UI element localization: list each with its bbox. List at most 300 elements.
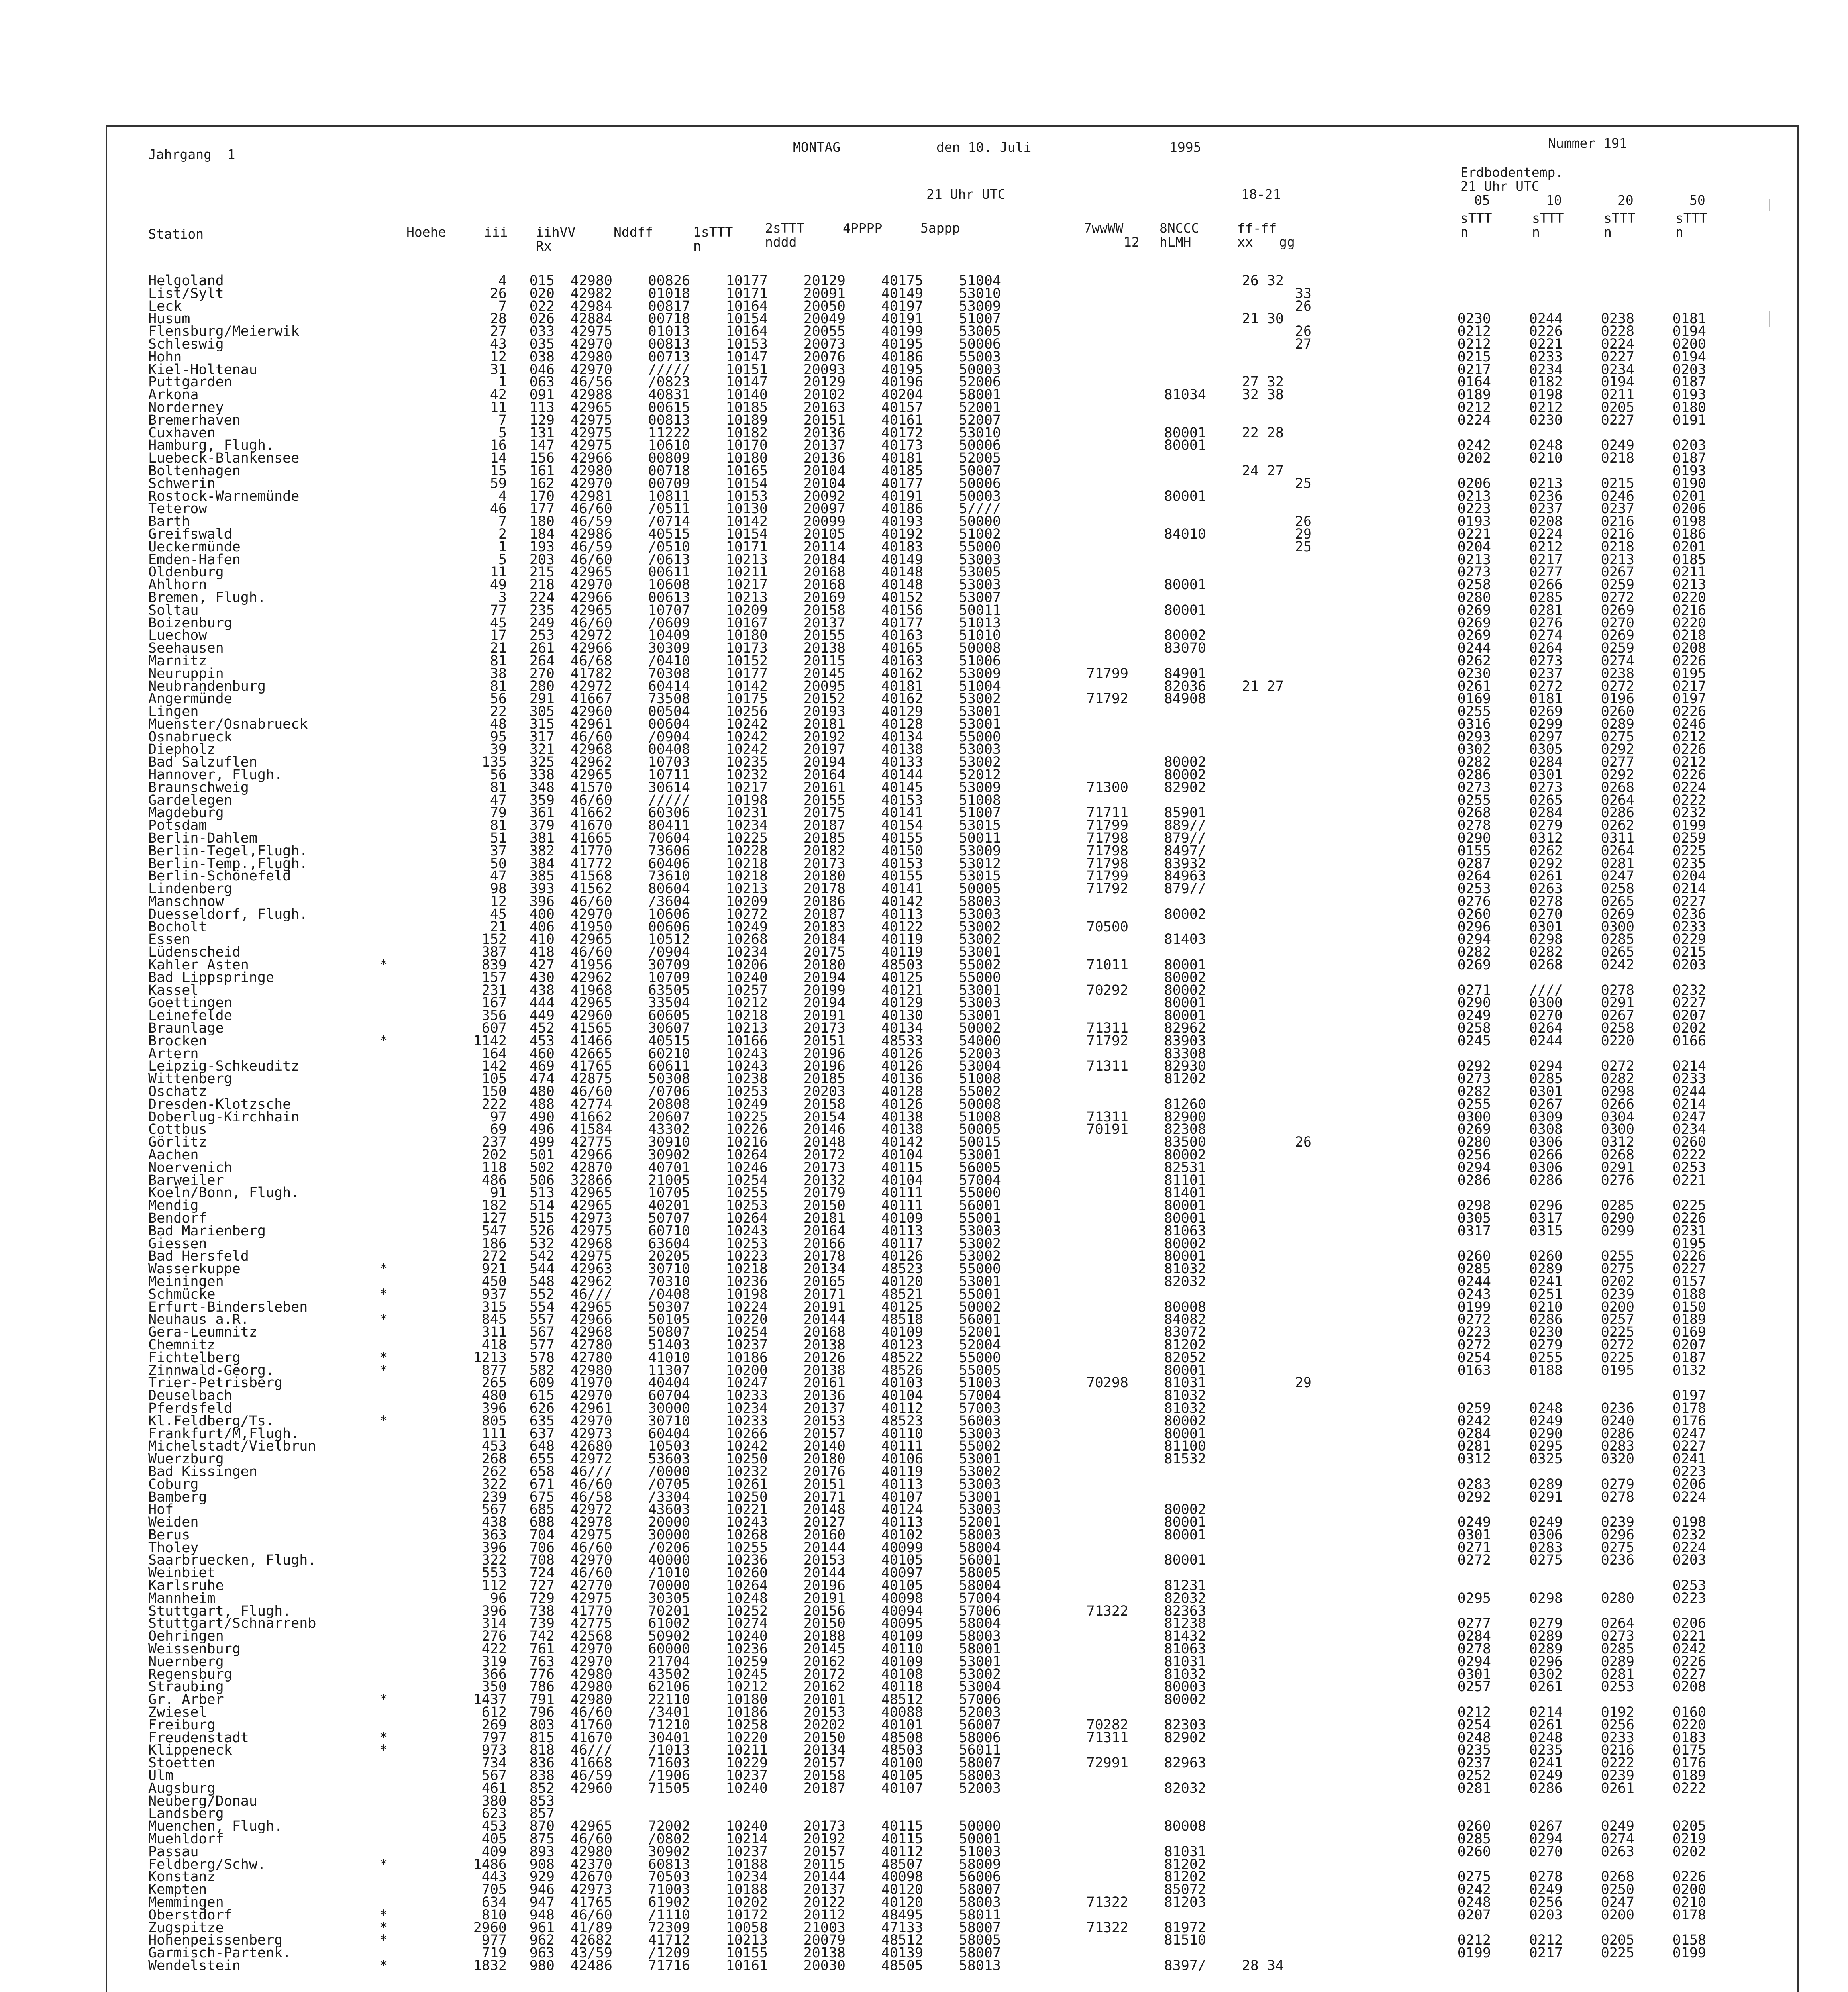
soil-temp-20: 0194 [1601, 374, 1634, 390]
min-temp-value: 20162 [803, 1653, 846, 1670]
station-height: 422 [481, 1641, 507, 1657]
max-temp-value: 10232 [726, 1463, 768, 1480]
weather-value: 71792 [1086, 881, 1128, 897]
station-index: 815 [529, 1729, 555, 1746]
nddff-value: 30910 [648, 1134, 690, 1151]
tendency-value: 58003 [959, 1894, 1001, 1910]
soil-temp-50: 0181 [1672, 311, 1706, 327]
station-name: Neubrandenburg [148, 678, 266, 694]
soil-temp-50: 0220 [1672, 615, 1706, 631]
soil-temp-50: 0187 [1672, 450, 1706, 467]
min-temp-value: 20050 [803, 298, 846, 314]
soil-temp-20: 0218 [1601, 450, 1634, 467]
soil-temp-50: 0226 [1672, 1869, 1706, 1885]
station-name: Kl.Feldberg/Ts. [148, 1413, 275, 1429]
soil-temp-20: 0275 [1601, 1539, 1634, 1556]
iihvv-value: 42965 [570, 767, 612, 783]
soil-temp-10: 0290 [1529, 1425, 1563, 1442]
station-index: 803 [529, 1717, 555, 1733]
soil-temp-20: 0249 [1601, 437, 1634, 454]
tendency-value: 50011 [959, 830, 1001, 847]
soil-temp-20: 0272 [1601, 589, 1634, 606]
max-temp-value: 10254 [726, 1172, 768, 1188]
soil-temp-20: 0286 [1601, 1425, 1634, 1442]
max-temp-value: 10171 [726, 539, 768, 555]
soil-temp-05: 0294 [1457, 1653, 1491, 1670]
station-name: Bremen, Flugh. [148, 589, 266, 606]
station-height: 409 [481, 1843, 507, 1860]
tendency-value: 53007 [959, 589, 1001, 606]
iihvv-value: 46/60 [570, 551, 612, 568]
max-temp-value: 10234 [726, 1869, 768, 1885]
soil-temp-50: 0189 [1672, 1312, 1706, 1328]
soil-temp-20: 0265 [1601, 944, 1634, 961]
station-height: 276 [481, 1628, 507, 1645]
soil-temp-20: 0200 [1601, 1299, 1634, 1315]
min-temp-value: 20152 [803, 691, 846, 707]
iihvv-value: 42984 [570, 298, 612, 314]
cloud-value: 81034 [1164, 387, 1206, 403]
soil-temp-10: 0214 [1529, 1704, 1563, 1721]
tendency-value: 57004 [959, 1388, 1001, 1404]
soil-temp-05: 0316 [1457, 716, 1491, 732]
soil-temp-10: 0306 [1529, 1527, 1563, 1543]
soil-temp-05: 0283 [1457, 1476, 1491, 1492]
gust-value: 28 34 [1242, 1957, 1284, 1974]
soil-temp-05: 0286 [1457, 767, 1491, 783]
min-temp-value: 20202 [803, 1717, 846, 1733]
max-temp-value: 10130 [726, 501, 768, 517]
min-temp-value: 20192 [803, 1831, 846, 1847]
soil-temp-10: 0295 [1529, 1438, 1563, 1455]
soil-temp-10: 0285 [1529, 1071, 1563, 1087]
soil-temp-10: 0212 [1529, 539, 1563, 555]
tendency-value: 57004 [959, 1172, 1001, 1188]
min-temp-value: 20153 [803, 1704, 846, 1721]
soil-temp-05: 0256 [1457, 1147, 1491, 1163]
tendency-value: 56007 [959, 1717, 1001, 1733]
station-name: Berus [148, 1527, 190, 1543]
soil-temp-05: 0272 [1457, 1337, 1491, 1353]
soil-temp-50: 0180 [1672, 399, 1706, 416]
soil-temp-05: 0269 [1457, 957, 1491, 973]
station-height: 418 [481, 1337, 507, 1353]
nddff-value: 61902 [648, 1894, 690, 1910]
soil-temp-05: 0245 [1457, 1033, 1491, 1049]
soil-temp-10: 0281 [1529, 602, 1563, 618]
soil-temp-50: 0191 [1672, 412, 1706, 428]
pressure-value: 48503 [881, 957, 923, 973]
soil-temp-20: 0228 [1601, 324, 1634, 340]
iihvv-value: 42965 [570, 1299, 612, 1315]
gust-gg-value: 29 [1295, 526, 1312, 542]
station-height: 396 [481, 1400, 507, 1416]
min-temp-value: 20162 [803, 1679, 846, 1695]
station-height: 350 [481, 1679, 507, 1695]
max-temp-value: 10249 [726, 919, 768, 935]
mountain-marker: * [379, 1856, 388, 1872]
max-temp-value: 10234 [726, 818, 768, 834]
pressure-value: 40175 [881, 273, 923, 289]
nddff-value: 70308 [648, 665, 690, 682]
station-index: 038 [529, 349, 555, 365]
max-temp-value: 10206 [726, 957, 768, 973]
station-name: Artern [148, 1045, 199, 1062]
soil-temp-20: 0255 [1601, 1248, 1634, 1265]
iihvv-value: 41/89 [570, 1919, 612, 1936]
tendency-value: 50005 [959, 881, 1001, 897]
gust-value: 26 32 [1242, 273, 1284, 289]
min-temp-value: 20197 [803, 741, 846, 758]
soil-temp-50: 0206 [1672, 1476, 1706, 1492]
tendency-value: 51007 [959, 805, 1001, 821]
max-temp-value: 10202 [726, 1894, 768, 1910]
tendency-value: 53015 [959, 818, 1001, 834]
hoehe-header: Hoehe [406, 224, 446, 240]
soil-temp-20: 0213 [1601, 551, 1634, 568]
soil-temp-05: 0273 [1457, 779, 1491, 796]
soil-temp-20: 0216 [1601, 1742, 1634, 1759]
soil-temp-05: 0285 [1457, 1831, 1491, 1847]
iihvv-value: 42981 [570, 488, 612, 504]
station-index: 947 [529, 1894, 555, 1910]
iihvv-value: 42972 [570, 678, 612, 694]
weather-value: 70298 [1086, 1375, 1128, 1391]
cloud-value: 85901 [1164, 805, 1206, 821]
soil-temp-20: 0270 [1601, 615, 1634, 631]
min-temp-value: 20144 [803, 1565, 846, 1581]
station-height: 14 [490, 450, 507, 467]
soil-temp-20: 0257 [1601, 1312, 1634, 1328]
station-height: 202 [481, 1147, 507, 1163]
soil-temp-50: 0232 [1672, 1527, 1706, 1543]
soil-temp-10: 0292 [1529, 855, 1563, 872]
soil-temp-50: 0208 [1672, 1679, 1706, 1695]
station-index: 046 [529, 361, 555, 378]
station-index: 513 [529, 1185, 555, 1201]
soil-temp-10: 0298 [1529, 1590, 1563, 1606]
pressure-value: 40186 [881, 349, 923, 365]
soil-temp-10: 0265 [1529, 792, 1563, 808]
nddff-value: 00809 [648, 450, 690, 467]
station-name: Leinefelde [148, 1008, 232, 1024]
min-temp-value: 20180 [803, 1451, 846, 1467]
soil-temp-05: 0286 [1457, 1172, 1491, 1188]
tendency-value: 52006 [959, 374, 1001, 390]
min-temp-value: 20138 [803, 1337, 846, 1353]
tendency-value: 52004 [959, 1337, 1001, 1353]
min-temp-value: 20049 [803, 311, 846, 327]
station-height: 150 [481, 1084, 507, 1100]
station-height: 81 [490, 779, 507, 796]
nddff-value: 00817 [648, 298, 690, 314]
soil-temp-10: 0208 [1529, 514, 1563, 530]
soil-temp-20: 0259 [1601, 640, 1634, 657]
iihvv-value: 42961 [570, 1400, 612, 1416]
cloud-value: 84908 [1164, 691, 1206, 707]
nddff-value: 00615 [648, 399, 690, 416]
pressure-value: 40115 [881, 1831, 923, 1847]
soil-temp-05: 0155 [1457, 843, 1491, 859]
soil-temp-50: 0217 [1672, 678, 1706, 694]
cloud-value: 80002 [1164, 1235, 1206, 1252]
tendency-value: 58005 [959, 1932, 1001, 1949]
pressure-value: 40191 [881, 311, 923, 327]
soil-temp-10: 0279 [1529, 818, 1563, 834]
station-height: 45 [490, 615, 507, 631]
station-name: Oschatz [148, 1084, 207, 1100]
date: den 10. Juli [936, 139, 1032, 155]
tendency-value: 57003 [959, 1400, 1001, 1416]
min-temp-value: 20180 [803, 868, 846, 884]
max-temp-value: 10237 [726, 1337, 768, 1353]
soil-temp-05: 0230 [1457, 311, 1491, 327]
station-height: 268 [481, 1451, 507, 1467]
pressure-value: 40142 [881, 1134, 923, 1151]
station-index: 270 [529, 665, 555, 682]
max-temp-value: 10186 [726, 1704, 768, 1721]
station-index: 161 [529, 463, 555, 479]
nddff-value: 71603 [648, 1755, 690, 1771]
soil-temp-50: 0178 [1672, 1400, 1706, 1416]
pressure-value: 40138 [881, 1121, 923, 1138]
nddff-value: 30710 [648, 1413, 690, 1429]
station-height: 387 [481, 944, 507, 961]
soil-temp-05: 0290 [1457, 830, 1491, 847]
nccc-header: 8NCCC [1159, 220, 1199, 236]
nddff-value: 63505 [648, 982, 690, 998]
station-height: 877 [481, 1362, 507, 1378]
max-temp-value: 10154 [726, 475, 768, 492]
cloud-value: 82963 [1164, 1755, 1206, 1771]
soil-temp-10: 0269 [1529, 704, 1563, 720]
soil-temp-20: 0285 [1601, 1641, 1634, 1657]
iihvv-value: 42870 [570, 1159, 612, 1176]
station-index: 063 [529, 374, 555, 390]
tendency-value: 53001 [959, 1147, 1001, 1163]
soil-temp-05: 0293 [1457, 729, 1491, 745]
min-temp-value: 20168 [803, 577, 846, 593]
soil-temp-10: 0283 [1529, 1539, 1563, 1556]
soil-temp-05: 0292 [1457, 1489, 1491, 1505]
pressure-value: 40204 [881, 387, 923, 403]
min-temp-value: 20158 [803, 602, 846, 618]
nddff-value: /1209 [648, 1945, 690, 1961]
iihvv-value: 41970 [570, 1375, 612, 1391]
soil-temp-05: 0243 [1457, 1286, 1491, 1302]
station-index: 501 [529, 1147, 555, 1163]
soil-temp-05: 0199 [1457, 1945, 1491, 1961]
soil-temp-20: 0249 [1601, 1818, 1634, 1835]
tendency-value: 53001 [959, 1273, 1001, 1290]
nddff-value: /0802 [648, 1831, 690, 1847]
tendency-value: 51004 [959, 273, 1001, 289]
station-index: 305 [529, 704, 555, 720]
iihvv-value: 42960 [570, 704, 612, 720]
tendency-value: 53009 [959, 298, 1001, 314]
tendency-value: 53001 [959, 944, 1001, 961]
nddff-value: 10606 [648, 906, 690, 922]
station-name: Gera-Leumnitz [148, 1324, 257, 1341]
soil-temp-10: 0270 [1529, 1843, 1563, 1860]
min-temp-value: 20112 [803, 1907, 846, 1923]
jahrgang: Jahrgang 1 [148, 147, 235, 162]
soil-temp-20: 0258 [1601, 881, 1634, 897]
cloud-value: 80001 [1164, 425, 1206, 441]
iihvv-value: 42968 [570, 741, 612, 758]
min-temp-value: 20191 [803, 1008, 846, 1024]
station-height: 81 [490, 818, 507, 834]
soil-temp-05: 0224 [1457, 412, 1491, 428]
soil-temp-10: 0236 [1529, 488, 1563, 504]
tendency-value: 53004 [959, 1679, 1001, 1695]
station-index: 453 [529, 1033, 555, 1049]
iihvv-value: 46/59 [570, 1768, 612, 1784]
pressure-value: 40105 [881, 1552, 923, 1569]
max-temp-value: 10154 [726, 311, 768, 327]
tendency-value: 55005 [959, 1362, 1001, 1378]
pressure-value: 40107 [881, 1780, 923, 1796]
iihvv-value: 42962 [570, 754, 612, 771]
soil-temp-10: 0291 [1529, 1489, 1563, 1505]
gust-value: 24 27 [1242, 463, 1284, 479]
soil-temp-20: 0296 [1601, 1527, 1634, 1543]
min-temp-value: 20196 [803, 1045, 846, 1062]
pressure-value: 40141 [881, 805, 923, 821]
pressure-value: 40152 [881, 589, 923, 606]
station-height: 98 [490, 881, 507, 897]
iihvv-value: 42972 [570, 1502, 612, 1518]
soil-temp-10: 0230 [1529, 1324, 1563, 1341]
soil-temp-10: 0217 [1529, 1945, 1563, 1961]
pressure-value: 40099 [881, 1539, 923, 1556]
nddff-value: /0904 [648, 944, 690, 961]
min-temp-value: 20115 [803, 653, 846, 669]
iihvv-value: 42975 [570, 412, 612, 428]
soil-temp-50: 0233 [1672, 919, 1706, 935]
weather-value: 71792 [1086, 691, 1128, 707]
station-height: 81 [490, 653, 507, 669]
cloud-value: 83903 [1164, 1033, 1206, 1049]
soil-temp-10: 0182 [1529, 374, 1563, 390]
pressure-value: 48505 [881, 1957, 923, 1974]
max-temp-value: 10218 [726, 868, 768, 884]
station-height: 311 [481, 1324, 507, 1341]
min-temp-value: 20127 [803, 1514, 846, 1531]
soil-temp-05: 0275 [1457, 1869, 1491, 1885]
station-name: Cuxhaven [148, 425, 216, 441]
iihvv-value: 46/59 [570, 539, 612, 555]
min-temp-value: 20169 [803, 589, 846, 606]
station-name: Berlin-Temp.,Flugh. [148, 855, 308, 872]
max-temp-value: 10240 [726, 1628, 768, 1645]
iihvv-value: 42980 [570, 463, 612, 479]
max-temp-value: 10213 [726, 1020, 768, 1037]
iihvv-value: 42965 [570, 399, 612, 416]
mountain-marker: * [379, 1919, 388, 1936]
nddff-value: 73508 [648, 691, 690, 707]
cloud-value: 80001 [1164, 995, 1206, 1011]
soil-temp-20: 0276 [1601, 1172, 1634, 1188]
scan-mark [1769, 311, 1770, 327]
nddff-value: 80411 [648, 818, 690, 834]
soil-temp-10: 0308 [1529, 1121, 1563, 1138]
soil-temp-50: 0189 [1672, 1768, 1706, 1784]
pressure-value: 40113 [881, 1514, 923, 1531]
soil-temp-05: 0212 [1457, 1932, 1491, 1949]
soil-temp-05: 0249 [1457, 1514, 1491, 1531]
soil-temp-50: 0194 [1672, 324, 1706, 340]
soil-temp-05: 0237 [1457, 1755, 1491, 1771]
min-temp-value: 20185 [803, 830, 846, 847]
soil-temp-10: 0226 [1529, 324, 1563, 340]
min-temp-value: 20181 [803, 716, 846, 732]
min-temp-value: 20182 [803, 843, 846, 859]
soil-temp-05: 0268 [1457, 805, 1491, 821]
tendency-value: 52001 [959, 399, 1001, 416]
station-height: 12 [490, 349, 507, 365]
station-name: Greifswald [148, 526, 232, 542]
station-index: 818 [529, 1742, 555, 1759]
nddff-value: 20205 [648, 1248, 690, 1265]
soil-temp-50: 0207 [1672, 1008, 1706, 1024]
station-name: Gardelegen [148, 792, 232, 808]
soil-temp-10: 0289 [1529, 1641, 1563, 1657]
tendency-value: 58009 [959, 1856, 1001, 1872]
station-index: 361 [529, 805, 555, 821]
cloud-value: 81031 [1164, 1653, 1206, 1670]
max-temp-value: 10268 [726, 1527, 768, 1543]
station-height: 1142 [473, 1033, 507, 1049]
max-temp-value: 10272 [726, 906, 768, 922]
nddff-value: 60404 [648, 1425, 690, 1442]
soil-temp-20: 0278 [1601, 982, 1634, 998]
max-temp-value: 10218 [726, 1261, 768, 1277]
soil-temp-10: 0261 [1529, 1717, 1563, 1733]
tendency-value: 55000 [959, 1349, 1001, 1366]
tendency-value: 53003 [959, 1476, 1001, 1492]
min-temp-value: 20184 [803, 551, 846, 568]
iihvv-value: 42961 [570, 716, 612, 732]
max-temp-value: 10243 [726, 1045, 768, 1062]
nddff-value: 40000 [648, 1552, 690, 1569]
station-index: 729 [529, 1590, 555, 1606]
sttt-n-2: n [1532, 224, 1540, 240]
station-index: 648 [529, 1438, 555, 1455]
soil-temp-20: 0222 [1601, 1755, 1634, 1771]
tendency-value: 55000 [959, 539, 1001, 555]
station-index: 739 [529, 1616, 555, 1632]
pressure-value: 40155 [881, 868, 923, 884]
soil-temp-50: 0212 [1672, 754, 1706, 771]
mountain-marker: * [379, 1286, 388, 1302]
max-temp-value: 10236 [726, 1552, 768, 1569]
pressure-value: 48521 [881, 1286, 923, 1302]
utc-21-label: 21 Uhr UTC [926, 186, 1006, 202]
pressure-value: 40195 [881, 361, 923, 378]
station-height: 97 [490, 1109, 507, 1125]
station-index: 131 [529, 425, 555, 441]
station-height: 118 [481, 1159, 507, 1176]
scan-mark [1769, 199, 1770, 211]
soil-temp-05: 0281 [1457, 1780, 1491, 1796]
soil-temp-05: 0230 [1457, 665, 1491, 682]
station-name: Luechow [148, 627, 207, 644]
iihvv-value: 42970 [570, 577, 612, 593]
max-temp-value: 10236 [726, 1273, 768, 1290]
soil-temp-20: 0192 [1601, 1704, 1634, 1721]
soil-temp-20: 0269 [1601, 906, 1634, 922]
